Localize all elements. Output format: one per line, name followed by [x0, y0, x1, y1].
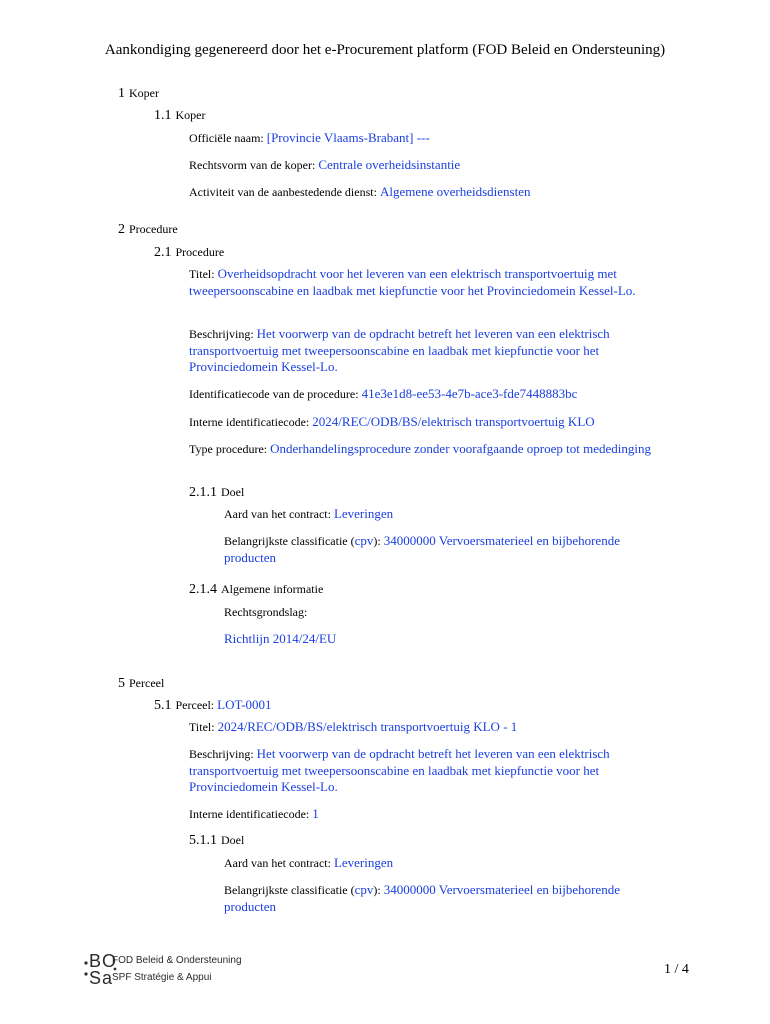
lot-id: LOT-0001	[217, 697, 272, 712]
section-5-1-heading	[154, 697, 272, 714]
section-number: 5.1	[154, 698, 172, 713]
logo-bottom-letters: Sa	[89, 968, 114, 988]
section-number: 2	[118, 222, 125, 237]
field-value: Leveringen	[333, 506, 394, 521]
field-classificatie	[224, 533, 669, 566]
section-number: 2.1	[154, 245, 172, 260]
field-label: Type procedure:	[189, 442, 268, 456]
field-titel	[189, 719, 669, 736]
section-number: 1.1	[154, 108, 172, 123]
paren-close: ):	[373, 883, 381, 897]
field-value: 34000000 Vervoersmaterieel en bijbehorende producten	[224, 882, 620, 914]
field-label: Interne identificatiecode:	[189, 807, 310, 821]
field-value: Algemene overheidsdiensten	[379, 184, 531, 199]
field-rechtsgrondslag-label: Rechtsgrondslag:	[224, 605, 308, 619]
field-label: Officiële naam:	[189, 131, 264, 145]
field-value: 2024/REC/ODB/BS/elektrisch transportvoertuig KLO - 1	[217, 719, 518, 734]
field-type-procedure	[189, 441, 669, 458]
field-officiele-naam	[189, 130, 669, 147]
field-label: Activiteit van de aanbestedende dienst:	[189, 185, 377, 199]
section-number: 2.1.4	[189, 582, 217, 597]
section-1-heading	[118, 86, 159, 102]
section-title: Koper	[129, 86, 159, 100]
org-name-fr: SPF Stratégie & Appui	[112, 972, 212, 983]
paren-close: ):	[373, 534, 381, 548]
field-value: Overheidsopdracht voor het leveren van een elektrisch transportvoertuig met tweepersoonscabine en laadbak met kiepfunctie voor het Provinciedomein Kessel-Lo.	[189, 266, 636, 298]
field-label: Beschrijving:	[189, 747, 254, 761]
paren-open: (	[350, 883, 355, 897]
field-activiteit	[189, 184, 669, 201]
section-number: 5	[118, 676, 125, 691]
field-beschrijving	[189, 746, 669, 796]
section-title: Procedure	[129, 222, 178, 236]
field-identificatiecode-procedure	[189, 386, 669, 403]
section-number: 1	[118, 86, 125, 101]
bosa-logo	[82, 948, 272, 995]
section-title: Perceel	[129, 676, 165, 690]
section-5-1-1-heading	[189, 833, 244, 849]
section-title: Doel	[221, 485, 245, 499]
field-beschrijving	[189, 326, 669, 376]
field-label: Belangrijkste classificatie	[224, 534, 348, 548]
field-rechtsvorm	[189, 157, 669, 174]
page-header: Aankondiging gegenereerd door het e-Procurement platform (FOD Beleid en Ondersteuning)	[104, 42, 666, 58]
field-label: Belangrijkste classificatie	[224, 883, 348, 897]
field-label: Beschrijving:	[189, 327, 254, 341]
field-rechtsgrondslag-value: Richtlijn 2014/24/EU	[224, 631, 337, 646]
section-2-1-4-heading	[189, 582, 323, 598]
field-value: Het voorwerp van de opdracht betreft het leveren van een elektrisch transportvoertuig met tweepersoonscabine en laadbak met kiepfunctie voor het Provinciedomein Kessel-Lo.	[189, 326, 610, 374]
section-number: 5.1.1	[189, 833, 217, 848]
paren-open: (	[350, 534, 355, 548]
field-aard-contract	[224, 506, 669, 523]
field-label: Aard van het contract:	[224, 507, 331, 521]
field-value: 34000000 Vervoersmaterieel en bijbehorende producten	[224, 533, 620, 565]
section-1-1-heading	[154, 108, 206, 124]
field-value: 1	[312, 806, 319, 821]
field-value: 41e3e1d8-ee53-4e7b-ace3-fde7448883bc	[361, 386, 578, 401]
section-title: Doel	[221, 833, 245, 847]
field-value: Het voorwerp van de opdracht betreft het leveren van een elektrisch transportvoertuig met tweepersoonscabine en laadbak met kiepfunctie voor het Provinciedomein Kessel-Lo.	[189, 746, 610, 794]
cpv-label: cpv	[354, 882, 374, 897]
org-name-nl: FOD Beleid & Ondersteuning	[112, 955, 242, 966]
field-label: Titel:	[189, 267, 215, 281]
section-5-heading	[118, 676, 164, 692]
section-2-1-1-heading	[189, 485, 244, 501]
field-value: 2024/REC/ODB/BS/elektrisch transportvoertuig KLO	[312, 414, 595, 429]
field-label: Identificatiecode van de procedure:	[189, 387, 359, 401]
section-title: Algemene informatie	[221, 582, 324, 596]
section-title: Procedure	[175, 245, 225, 259]
field-value: Centrale overheidsinstantie	[318, 157, 461, 172]
page-number: 1 / 4	[664, 962, 689, 977]
field-value: Onderhandelingsprocedure zonder voorafgaande oproep tot mededinging	[270, 441, 651, 456]
field-classificatie	[224, 882, 669, 915]
field-label: Interne identificatiecode:	[189, 415, 310, 429]
section-2-heading	[118, 222, 178, 238]
field-interne-identificatiecode	[189, 806, 669, 823]
field-aard-contract	[224, 855, 669, 872]
section-number: 2.1.1	[189, 485, 217, 500]
field-value: Leveringen	[333, 855, 394, 870]
field-titel	[189, 266, 669, 299]
field-label: Aard van het contract:	[224, 856, 331, 870]
section-title: Koper	[175, 108, 206, 122]
cpv-label: cpv	[354, 533, 374, 548]
field-interne-identificatiecode	[189, 414, 669, 431]
field-label: Rechtsvorm van de koper:	[189, 158, 316, 172]
section-2-1-heading	[154, 245, 224, 261]
section-title: Perceel:	[175, 698, 215, 712]
field-value: [Provincie Vlaams-Brabant] ---	[266, 130, 430, 145]
field-label: Titel:	[189, 720, 215, 734]
logo-top-letters: BO	[89, 951, 118, 971]
